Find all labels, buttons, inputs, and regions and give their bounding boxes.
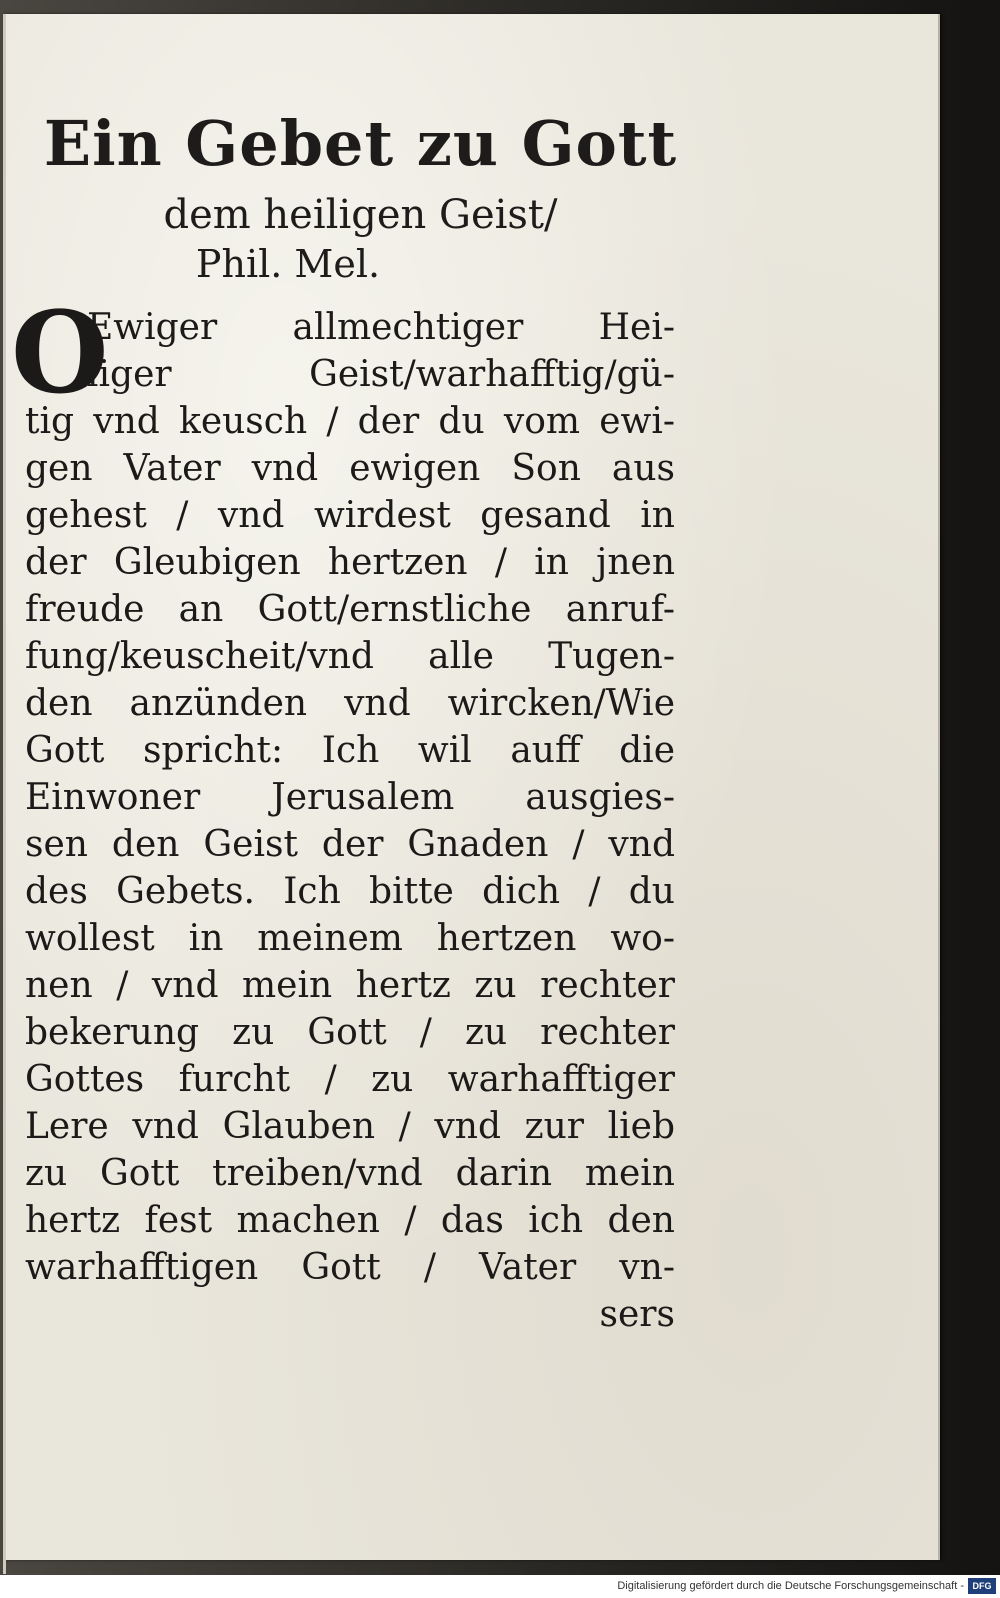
text-line: wollest in meinem hertzen wo- <box>25 918 675 959</box>
author-attribution: Phil. Mel. <box>195 242 381 286</box>
text-line: hertz fest machen / das ich den <box>25 1200 675 1241</box>
catchword: sers <box>599 1294 675 1335</box>
text-line: Einwoner Jerusalem ausgies- <box>25 777 675 818</box>
book-page <box>3 14 940 1560</box>
text-line: nen / vnd mein hertz zu rechter <box>25 965 675 1006</box>
text-line: den anzünden vnd wircken/Wie <box>25 683 675 724</box>
text-line: gehest / vnd wirdest gesand in <box>25 495 675 536</box>
text-line: tig vnd keusch / der du vom ewi- <box>25 401 675 442</box>
text-line: der Gleubigen hertzen / in jnen <box>25 542 675 583</box>
text-line: Gott spricht: Ich wil auff die <box>25 730 675 771</box>
page-subtitle: dem heiligen Geist/ <box>163 192 558 238</box>
dfg-logo: DFG <box>968 1578 996 1594</box>
text-line: sen den Geist der Gnaden / vnd <box>25 824 675 865</box>
text-line: gen Vater vnd ewigen Son aus <box>25 448 675 489</box>
text-line: zu Gott treiben/vnd darin mein <box>25 1153 675 1194</box>
text-line: Gottes furcht / zu warhafftiger <box>25 1059 675 1100</box>
page-title: Ein Gebet zu Gott <box>43 107 678 180</box>
text-line: fung/keuscheit/vnd alle Tugen- <box>25 636 675 677</box>
text-line: freude an Gott/ernstliche anruf- <box>25 589 675 630</box>
drop-capital: O <box>11 288 109 419</box>
text-line: bekerung zu Gott / zu rechter <box>25 1012 675 1053</box>
funding-notice: Digitalisierung gefördert durch die Deutsche Forschungsgemeinschaft - <box>617 1580 964 1592</box>
page-edge <box>3 14 6 1574</box>
text-line: Lere vnd Glauben / vnd zur lieb <box>25 1106 675 1147</box>
text-line: Ewiger allmechtiger Hei- <box>87 307 675 348</box>
text-line: des Gebets. Ich bitte dich / du <box>25 871 675 912</box>
text-line: warhafftigen Gott / Vater vn- <box>25 1247 675 1288</box>
footer-bar <box>0 1575 1000 1598</box>
text-line: liger Geist/warhafftig/gü- <box>87 354 675 395</box>
prayer-text <box>25 304 675 1338</box>
